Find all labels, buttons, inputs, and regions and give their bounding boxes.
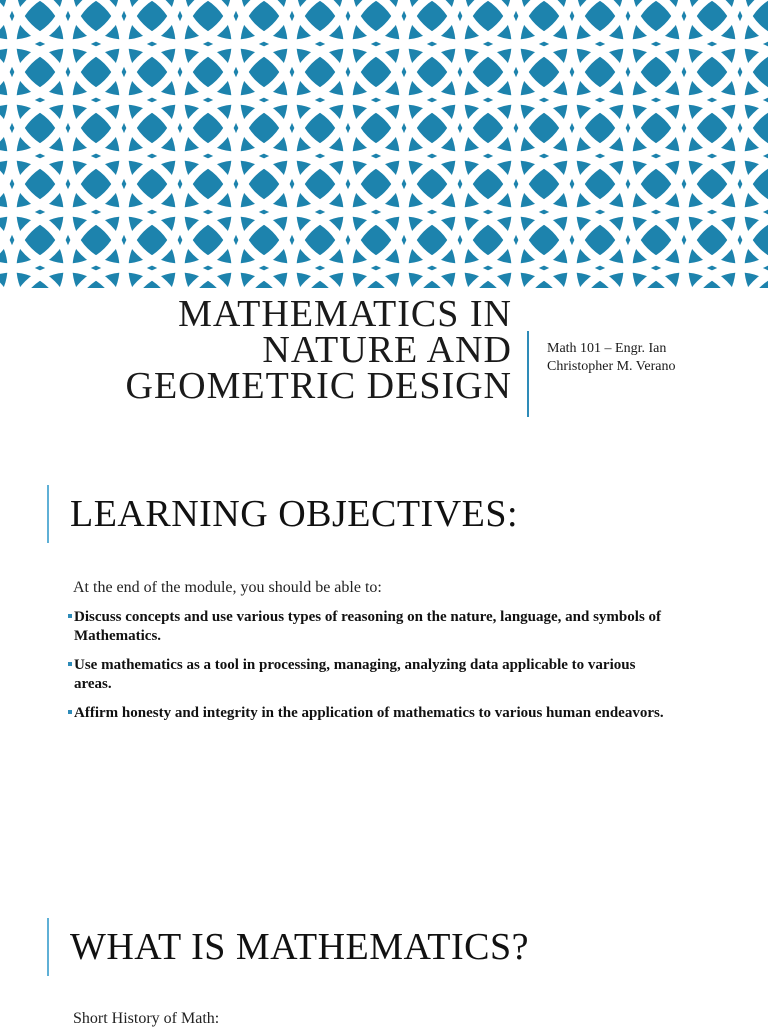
objectives-intro: At the end of the module, you should be able to: — [73, 579, 382, 596]
objective-text: Affirm honesty and integrity in the application of mathematics to various human endeavors. — [74, 705, 664, 721]
objectives-heading: LEARNING OBJECTIVES: — [70, 493, 519, 535]
what-is-math-heading: WHAT IS MATHEMATICS? — [70, 926, 529, 968]
square-bullet-icon — [68, 614, 72, 618]
math-accent-bar — [47, 918, 49, 976]
history-intro: Short History of Math: — [73, 1010, 220, 1027]
title-line-3: GEOMETRIC DESIGN — [125, 365, 512, 407]
objectives-accent-bar — [47, 485, 49, 543]
subtitle-line-1: Math 101 – Engr. Ian — [547, 341, 667, 356]
objective-text: Use mathematics as a tool in processing, managing, analyzing data applicable to various areas. — [74, 657, 636, 692]
presentation-title — [0, 293, 512, 407]
pattern-banner — [0, 0, 768, 288]
presenter-subtitle — [547, 340, 757, 376]
interlocking-circles-pattern-icon — [0, 0, 768, 288]
objective-item — [68, 704, 668, 723]
square-bullet-icon — [68, 662, 72, 666]
objective-item — [68, 656, 668, 694]
title-line-1: MATHEMATICS IN — [178, 293, 512, 335]
title-line-2: NATURE AND — [262, 329, 512, 371]
objective-item — [68, 608, 668, 646]
subtitle-line-2: Christopher M. Verano — [547, 359, 676, 374]
square-bullet-icon — [68, 710, 72, 714]
objective-text: Discuss concepts and use various types of reasoning on the nature, language, and symbols of Mathematics. — [74, 609, 662, 644]
title-divider — [527, 331, 529, 417]
objectives-list — [68, 608, 668, 733]
